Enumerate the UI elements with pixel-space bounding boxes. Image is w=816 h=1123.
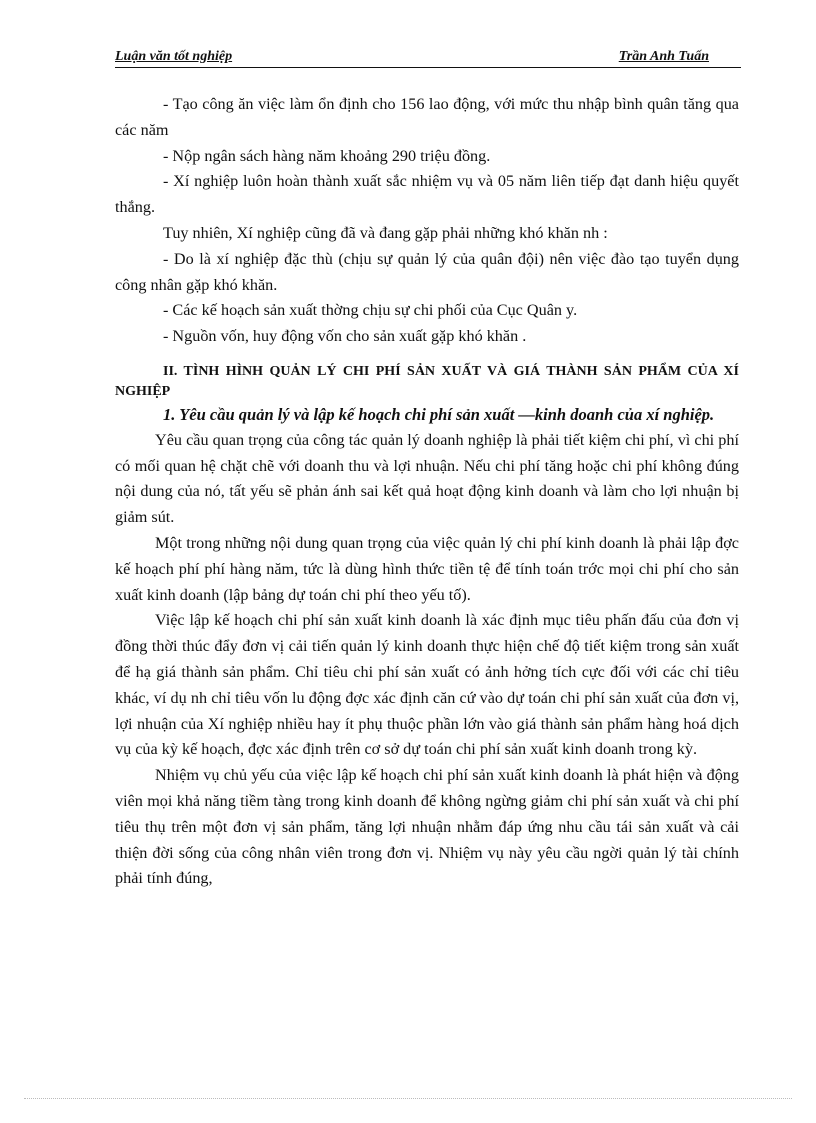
header-thesis-title: Luận văn tốt nghiệp [115, 49, 233, 64]
paragraph-difficulty-plans: - Các kế hoạch sản xuất thờng chịu sự chi phối của Cục Quân y. [163, 301, 578, 320]
paragraph-difficulty-recruitment: - Do là xí nghiệp đặc thù (chịu sự quản lý của quân đội) nên việc đào tạo tuyển dụng công nhân gặp khó khăn. [115, 249, 739, 294]
section-heading: II. TÌNH HÌNH QUẢN LÝ CHI PHÍ SẢN XUẤT VÀ GIÁ THÀNH SẢN PHẨM CỦA XÍ NGHIỆP [115, 363, 739, 399]
paragraph-difficulty-capital: - Nguồn vốn, huy động vốn cho sản xuất gặp khó khăn . [163, 327, 527, 346]
body-paragraph-planning-goals: Việc lập kế hoạch chi phí sản xuất kinh doanh là xác định mục tiêu phấn đấu của đơn vị đồng thời thúc đẩy đơn vị cải tiến quản lý kinh doanh thực hiện chế độ tiết kiệm trong sản xuất để hạ giá thành sản phẩm. Chỉ tiêu chi phí sản xuất có ảnh hởng tích cực đối với các chỉ tiêu khác, ví dụ nh chỉ tiêu vốn lu động đợc xác định căn cứ vào dự toán chi phí sản xuất của đơn vị, lợi nhuận của Xí nghiệp nhiều hay ít phụ thuộc phần lớn vào giá thành sản phẩm hàng hoá dịch vụ của kỳ kế hoạch, đợc xác định trên cơ sở dự toán chi phí sản xuất kinh doanh trong kỳ. [115, 611, 739, 759]
paragraph-difficulties-intro: Tuy nhiên, Xí nghiệp cũng đã và đang gặp phải những khó khăn nh : [163, 223, 608, 242]
document-body [115, 92, 739, 892]
body-paragraph-main-tasks: Nhiệm vụ chủ yếu của việc lập kế hoạch chi phí sản xuất kinh doanh là phát hiện và động viên mọi khả năng tiềm tàng trong kinh doanh để không ngừng giảm chi phí sản xuất và chi phí tiêu thụ trên một đơn vị sản phẩm, tăng lợi nhuận nhằm đáp ứng nhu cầu tái sản xuất và cải thiện đời sống của công nhân viên trong đơn vị. Nhiệm vụ này yêu cầu ngời quản lý tài chính phải tính đúng, [115, 766, 739, 888]
page-header [115, 49, 741, 68]
subsection-heading: 1. Yêu cầu quản lý và lập kế hoạch chi phí sản xuất —kinh doanh của xí nghiệp. [163, 404, 715, 424]
page-bottom-divider [24, 1098, 792, 1099]
paragraph-achievement: - Xí nghiệp luôn hoàn thành xuất sắc nhiệm vụ và 05 năm liên tiếp đạt danh hiệu quyết thắng. [115, 172, 739, 217]
header-author-name: Trần Anh Tuấn [618, 49, 709, 64]
paragraph-budget: - Nộp ngân sách hàng năm khoảng 290 triệu đồng. [163, 146, 491, 165]
paragraph-jobs: - Tạo công ăn việc làm ổn định cho 156 lao động, với mức thu nhập bình quân tăng qua các năm [115, 95, 739, 139]
body-paragraph-cost-saving: Yêu cầu quan trọng của công tác quản lý doanh nghiệp là phải tiết kiệm chi phí, vì chi phí có mối quan hệ chặt chẽ với doanh thu và lợi nhuận. Nếu chi phí tăng hoặc chi phí không đúng nội dung của nó, tất yếu sẽ phản ánh sai kết quả hoạt động kinh doanh và làm cho lợi nhuận bị giảm sút. [115, 430, 739, 527]
body-paragraph-cost-plan: Một trong những nội dung quan trọng của việc quản lý chi phí kinh doanh là phải lập đợc kế hoạch phí phí hàng năm, tức là dùng hình thức tiền tệ để tính toán trớc mọi chi phí cho sản xuất kinh doanh (lập bảng dự toán chi phí theo yếu tố). [115, 533, 739, 604]
